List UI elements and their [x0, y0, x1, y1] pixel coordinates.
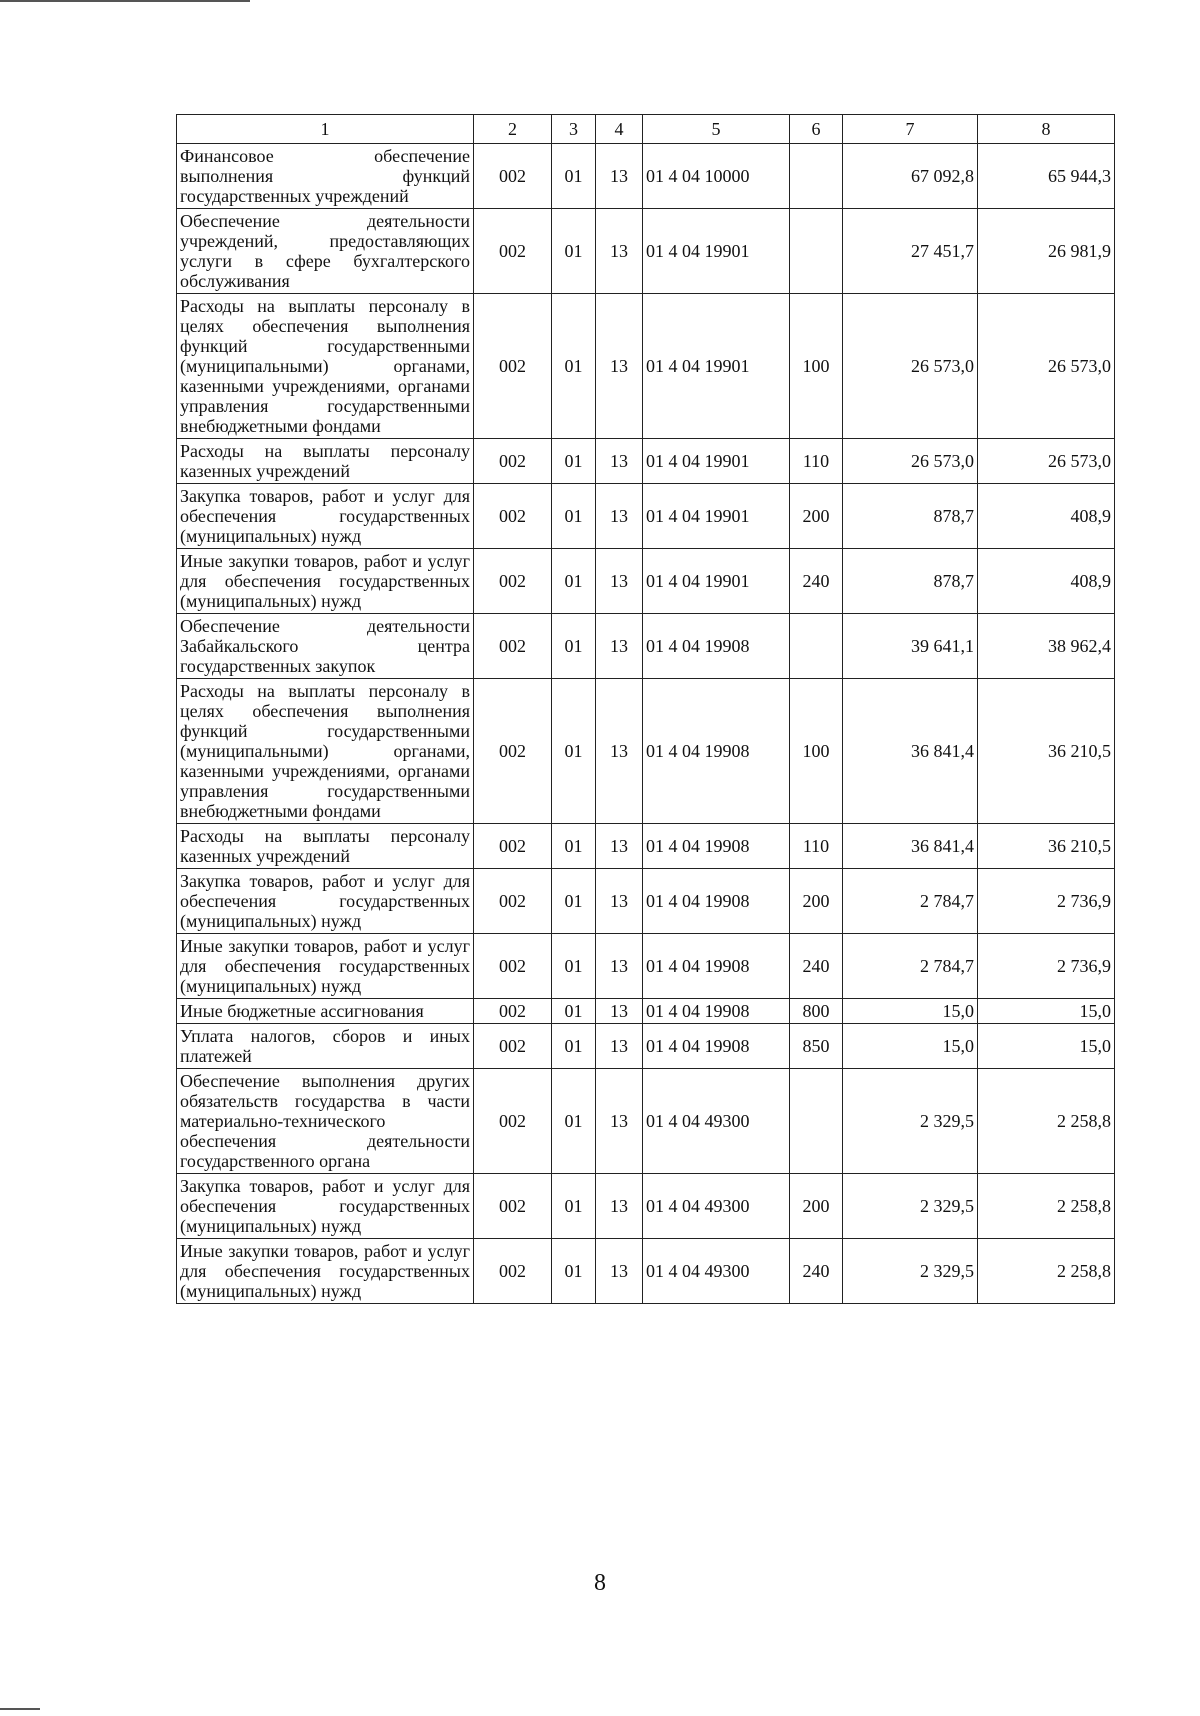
section-code-cell: 01: [552, 999, 596, 1024]
amount-year2-cell: 26 573,0: [978, 439, 1115, 484]
amount-year1-cell: 15,0: [843, 999, 978, 1024]
section-code-cell: 01: [552, 1024, 596, 1069]
ministry-code-cell: 002: [474, 679, 552, 824]
subsection-code-cell: 13: [596, 1239, 643, 1304]
column-header: 6: [790, 115, 843, 144]
table-row: [177, 484, 1115, 549]
ministry-code-cell: 002: [474, 934, 552, 999]
table-row: [177, 1239, 1115, 1304]
amount-year2-cell: 2 736,9: [978, 869, 1115, 934]
subsection-code-cell: 13: [596, 1024, 643, 1069]
ministry-code-cell: 002: [474, 824, 552, 869]
section-code-cell: 01: [552, 824, 596, 869]
expense-type-cell: 800: [790, 999, 843, 1024]
table-row: [177, 1069, 1115, 1174]
subsection-code-cell: 13: [596, 1069, 643, 1174]
expense-name-cell: Расходы на выплаты персоналу казенных учреждений: [177, 824, 474, 869]
expense-type-cell: [790, 1069, 843, 1174]
expense-type-cell: 100: [790, 679, 843, 824]
table-row: [177, 209, 1115, 294]
expense-name-cell: Расходы на выплаты персоналу в целях обеспечения выполнения функций государственными (муниципальными) органами, казенными учреждениями, органами управления государственными внебюджетными фондами: [177, 294, 474, 439]
ministry-code-cell: 002: [474, 549, 552, 614]
amount-year1-cell: 2 329,5: [843, 1069, 978, 1174]
subsection-code-cell: 13: [596, 1174, 643, 1239]
target-article-cell: 01 4 04 19901: [643, 439, 790, 484]
amount-year1-cell: 26 573,0: [843, 294, 978, 439]
subsection-code-cell: 13: [596, 869, 643, 934]
amount-year1-cell: 67 092,8: [843, 144, 978, 209]
section-code-cell: 01: [552, 439, 596, 484]
expense-name-cell: Расходы на выплаты персоналу казенных учреждений: [177, 439, 474, 484]
expense-name-cell: Закупка товаров, работ и услуг для обеспечения государственных (муниципальных) нужд: [177, 869, 474, 934]
amount-year2-cell: 36 210,5: [978, 679, 1115, 824]
column-header: 8: [978, 115, 1115, 144]
ministry-code-cell: 002: [474, 999, 552, 1024]
column-header: 7: [843, 115, 978, 144]
subsection-code-cell: 13: [596, 144, 643, 209]
target-article-cell: 01 4 04 10000: [643, 144, 790, 209]
subsection-code-cell: 13: [596, 934, 643, 999]
budget-table: [176, 114, 1115, 1304]
subsection-code-cell: 13: [596, 549, 643, 614]
amount-year1-cell: 2 329,5: [843, 1239, 978, 1304]
amount-year1-cell: 27 451,7: [843, 209, 978, 294]
ministry-code-cell: 002: [474, 439, 552, 484]
subsection-code-cell: 13: [596, 999, 643, 1024]
amount-year1-cell: 878,7: [843, 484, 978, 549]
ministry-code-cell: 002: [474, 1024, 552, 1069]
section-code-cell: 01: [552, 1239, 596, 1304]
table-row: [177, 144, 1115, 209]
table-row: [177, 869, 1115, 934]
table-row: [177, 1174, 1115, 1239]
expense-name-cell: Закупка товаров, работ и услуг для обеспечения государственных (муниципальных) нужд: [177, 1174, 474, 1239]
ministry-code-cell: 002: [474, 614, 552, 679]
subsection-code-cell: 13: [596, 439, 643, 484]
amount-year1-cell: 26 573,0: [843, 439, 978, 484]
expense-name-cell: Иные бюджетные ассигнования: [177, 999, 474, 1024]
target-article-cell: 01 4 04 19908: [643, 824, 790, 869]
target-article-cell: 01 4 04 49300: [643, 1239, 790, 1304]
target-article-cell: 01 4 04 49300: [643, 1069, 790, 1174]
amount-year2-cell: 65 944,3: [978, 144, 1115, 209]
subsection-code-cell: 13: [596, 824, 643, 869]
subsection-code-cell: 13: [596, 294, 643, 439]
column-header: 1: [177, 115, 474, 144]
scan-edge-line-bottom: [0, 1708, 40, 1710]
table-row: [177, 614, 1115, 679]
column-header: 2: [474, 115, 552, 144]
amount-year1-cell: 36 841,4: [843, 824, 978, 869]
column-header: 5: [643, 115, 790, 144]
expense-type-cell: 100: [790, 294, 843, 439]
section-code-cell: 01: [552, 679, 596, 824]
amount-year2-cell: 2 736,9: [978, 934, 1115, 999]
expense-type-cell: 850: [790, 1024, 843, 1069]
subsection-code-cell: 13: [596, 484, 643, 549]
amount-year1-cell: 36 841,4: [843, 679, 978, 824]
expense-type-cell: [790, 144, 843, 209]
target-article-cell: 01 4 04 19908: [643, 1024, 790, 1069]
table-row: [177, 934, 1115, 999]
target-article-cell: 01 4 04 19908: [643, 934, 790, 999]
expense-type-cell: 110: [790, 824, 843, 869]
amount-year2-cell: 2 258,8: [978, 1239, 1115, 1304]
amount-year2-cell: 38 962,4: [978, 614, 1115, 679]
table-row: [177, 549, 1115, 614]
amount-year2-cell: 15,0: [978, 1024, 1115, 1069]
expense-type-cell: 200: [790, 1174, 843, 1239]
target-article-cell: 01 4 04 19908: [643, 614, 790, 679]
expense-name-cell: Иные закупки товаров, работ и услуг для обеспечения государственных (муниципальных) нужд: [177, 1239, 474, 1304]
ministry-code-cell: 002: [474, 144, 552, 209]
section-code-cell: 01: [552, 144, 596, 209]
expense-type-cell: [790, 209, 843, 294]
target-article-cell: 01 4 04 19901: [643, 294, 790, 439]
table-row: [177, 1024, 1115, 1069]
column-header: 4: [596, 115, 643, 144]
ministry-code-cell: 002: [474, 869, 552, 934]
table-row: [177, 824, 1115, 869]
expense-type-cell: 240: [790, 549, 843, 614]
expense-type-cell: 200: [790, 869, 843, 934]
expense-type-cell: 240: [790, 1239, 843, 1304]
ministry-code-cell: 002: [474, 484, 552, 549]
amount-year1-cell: 2 784,7: [843, 869, 978, 934]
page-number: 8: [594, 1570, 606, 1596]
section-code-cell: 01: [552, 1069, 596, 1174]
amount-year2-cell: 15,0: [978, 999, 1115, 1024]
ministry-code-cell: 002: [474, 1174, 552, 1239]
section-code-cell: 01: [552, 869, 596, 934]
table-body: [177, 144, 1115, 1304]
subsection-code-cell: 13: [596, 679, 643, 824]
expense-type-cell: 240: [790, 934, 843, 999]
expense-name-cell: Уплата налогов, сборов и иных платежей: [177, 1024, 474, 1069]
amount-year1-cell: 2 329,5: [843, 1174, 978, 1239]
table-row: [177, 679, 1115, 824]
amount-year1-cell: 15,0: [843, 1024, 978, 1069]
section-code-cell: 01: [552, 549, 596, 614]
expense-name-cell: Иные закупки товаров, работ и услуг для обеспечения государственных (муниципальных) нужд: [177, 934, 474, 999]
scan-edge-line: [0, 0, 250, 2]
ministry-code-cell: 002: [474, 209, 552, 294]
expense-name-cell: Обеспечение деятельности Забайкальского центра государственных закупок: [177, 614, 474, 679]
amount-year2-cell: 36 210,5: [978, 824, 1115, 869]
expense-type-cell: [790, 614, 843, 679]
target-article-cell: 01 4 04 19908: [643, 679, 790, 824]
amount-year2-cell: 2 258,8: [978, 1069, 1115, 1174]
amount-year2-cell: 408,9: [978, 484, 1115, 549]
ministry-code-cell: 002: [474, 294, 552, 439]
subsection-code-cell: 13: [596, 209, 643, 294]
ministry-code-cell: 002: [474, 1069, 552, 1174]
expense-name-cell: Обеспечение деятельности учреждений, предоставляющих услуги в сфере бухгалтерского обслуживания: [177, 209, 474, 294]
header-row: [177, 115, 1115, 144]
amount-year2-cell: 408,9: [978, 549, 1115, 614]
column-header: 3: [552, 115, 596, 144]
target-article-cell: 01 4 04 19901: [643, 549, 790, 614]
target-article-cell: 01 4 04 19901: [643, 209, 790, 294]
section-code-cell: 01: [552, 614, 596, 679]
target-article-cell: 01 4 04 49300: [643, 1174, 790, 1239]
table-row: [177, 439, 1115, 484]
amount-year2-cell: 26 573,0: [978, 294, 1115, 439]
amount-year1-cell: 878,7: [843, 549, 978, 614]
expense-type-cell: 200: [790, 484, 843, 549]
section-code-cell: 01: [552, 934, 596, 999]
section-code-cell: 01: [552, 1174, 596, 1239]
target-article-cell: 01 4 04 19908: [643, 999, 790, 1024]
expense-name-cell: Расходы на выплаты персоналу в целях обеспечения выполнения функций государственными (муниципальными) органами, казенными учреждениями, органами управления государственными внебюджетными фондами: [177, 679, 474, 824]
expense-name-cell: Обеспечение выполнения других обязательств государства в части материально-технического обеспечения деятельности государственного органа: [177, 1069, 474, 1174]
expense-name-cell: Закупка товаров, работ и услуг для обеспечения государственных (муниципальных) нужд: [177, 484, 474, 549]
ministry-code-cell: 002: [474, 1239, 552, 1304]
expense-type-cell: 110: [790, 439, 843, 484]
subsection-code-cell: 13: [596, 614, 643, 679]
table-row: [177, 294, 1115, 439]
expense-name-cell: Иные закупки товаров, работ и услуг для обеспечения государственных (муниципальных) нужд: [177, 549, 474, 614]
expense-name-cell: Финансовое обеспечение выполнения функций государственных учреждений: [177, 144, 474, 209]
section-code-cell: 01: [552, 294, 596, 439]
target-article-cell: 01 4 04 19901: [643, 484, 790, 549]
section-code-cell: 01: [552, 209, 596, 294]
amount-year1-cell: 2 784,7: [843, 934, 978, 999]
amount-year2-cell: 26 981,9: [978, 209, 1115, 294]
amount-year2-cell: 2 258,8: [978, 1174, 1115, 1239]
section-code-cell: 01: [552, 484, 596, 549]
amount-year1-cell: 39 641,1: [843, 614, 978, 679]
table-row: [177, 999, 1115, 1024]
target-article-cell: 01 4 04 19908: [643, 869, 790, 934]
